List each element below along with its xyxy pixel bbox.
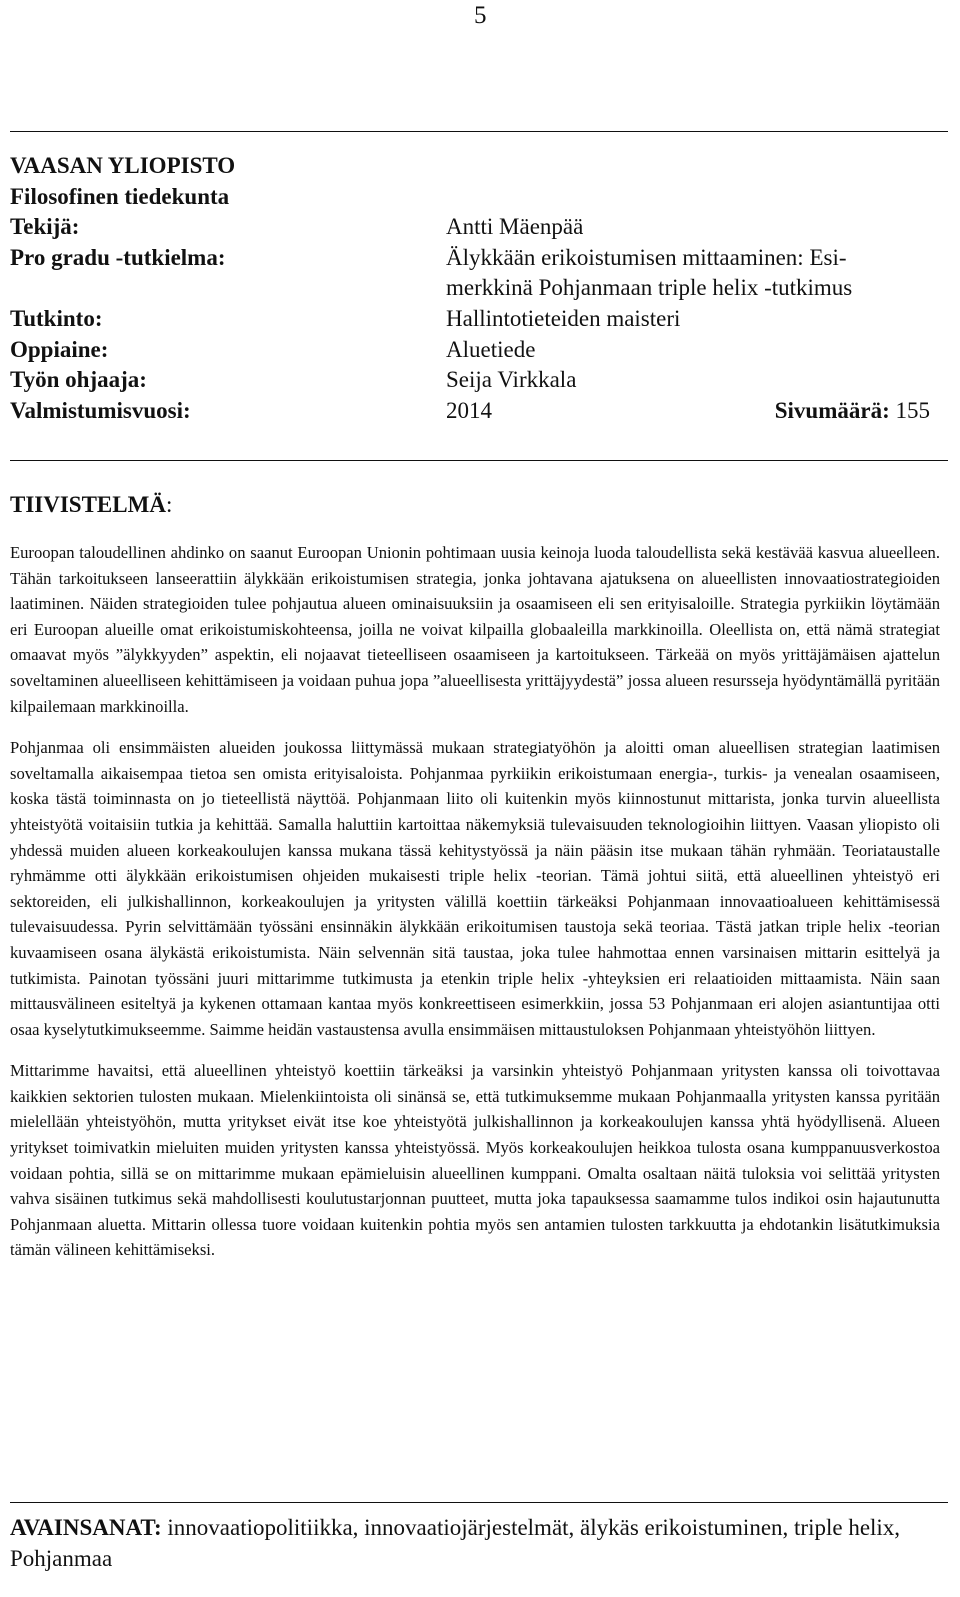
degree-label: Tutkinto: [10,305,103,331]
year-row [10,396,940,427]
degree-row [10,304,940,335]
thesis-row-cont [10,273,940,304]
author-row [10,212,940,243]
major-value: Aluetiede [446,336,536,362]
supervisor-value: Seija Virkkala [446,367,577,393]
university-name: VAASAN YLIOPISTO [10,153,236,178]
degree-value: Hallintotieteiden maisteri [446,305,681,331]
page-count-value: 155 [895,397,930,423]
abstract-title: TIIVISTELMÄ [10,492,166,517]
meta-divider [10,460,948,461]
abstract-title-colon: : [165,492,173,517]
page-count [775,396,930,427]
faculty-row [10,182,940,213]
supervisor-row [10,365,940,396]
keywords-text: innovaatiopolitiikka, innovaatiojärjestelmät, älykäs erikoistuminen, triple helix, Pohjanmaa [10,1515,901,1571]
thesis-row [10,243,940,274]
bottom-divider [10,1502,948,1503]
faculty-name: Filosofinen tiedekunta [10,183,230,209]
page-number: 5 [474,2,487,29]
keywords [10,1513,940,1574]
abstract-heading [10,492,172,518]
author-label: Tekijä: [10,214,80,240]
major-label: Oppiaine: [10,336,109,362]
keywords-label: AVAINSANAT: [10,1515,162,1540]
abstract-paragraph-3: Mittarimme havaitsi, että alueellinen yhteistyö koettiin tärkeäksi ja varsinkin yhteistyö Pohjanmaan yritysten kanssa oli toivottavaa kaikkien sektorien tulosten mukaan. Mielenkiintoista oli sinänsä se, että tutkimuksemme mukaan Pohjanmaalla yritysten kanssa pyritään mielellään yhteistyöhön, mutta yritykset eivät itse koe yhteistyötä julkishallinnon ja korkeakoulujen kanssa yhtä hyödyllisenä. Alueen yritykset toimivatkin mieluiten muiden yritysten kanssa yhteistyössä. Myös korkeakoulujen heikkoa tulosta osana kumppanuusverkostoa voidaan pohtia, sillä se on mittarimme mukaan epämieluisin alueellinen kumppani. Omalta osaltaan näitä tuloksia voi selittää yritysten vahva sisäinen tutkimus sekä mahdollisesti koulutustarjonnan puutteet, mutta joka tapauksessa saamamme tulos indikoi osin hajautunutta Pohjanmaan aluetta. Mittarin ollessa tuore voidaan kuitenkin pohtia myös sen antamien tulosten tarkkuutta ja ehdotankin lisätutkimuksia tämän välineen kehittämiseksi. [10,1061,940,1260]
major-row [10,335,940,366]
thesis-title-line1: Älykkään erikoistumisen mittaaminen: Esi- [446,244,847,270]
year-value: 2014 [446,397,492,423]
abstract-paragraph-2: Pohjanmaa oli ensimmäisten alueiden joukossa liittymässä mukaan strategiatyöhön ja aloitti oman alueellisen strategian laatimisen soveltamalla aikaisempaa tietoa sen omista erityisaloista. Pohjanmaa pyrkiikin erikoistumaan energia-, turkis- ja venealan osaamiseen, koska tästä toiminnasta on jo tieteellistä näyttöä. Pohjanmaan liito oli kuitenkin myös kiinnostunut mittarista, jonka turvin alueellista yhteistyötä voitaisiin tutkia ja kehittää. Samalla haluttiin kartoittaa näkemyksiä tulevaisuuden teknologioihin liittyen. Vaasan yliopisto oli yhdessä muiden alueen korkeakoulujen kanssa mukana tässä kehitystyössä ja näin pääsin itse mukaan tähän ryhmään. Teoriataustalle ryhmämme otti älykkään erikoistumisen ohjeiden mukaisesti triple helix -teorian. Tämä johtui siitä, että alueellinen yhteistyö eri sektoreiden, eli julkishallinnon, korkeakoulujen ja yritysten välillä koettiin tärkeäksi Pohjanmaan innovaatioalueen kehittämisessä tulevaisuudessa. Pyrin selvittämään työssäni ensinnäkin älykkään erikoitumisen taustoja sekä teoriaa. Tästä jatkan triple helix -teorian kuvaamiseen osana älykästä erikoistumista. Näin selvennän sitä taustaa, joka tulee hahmottaa ennen varsinaisen mittarin esittelyä ja tutkimista. Painotan työssäni juuri mittarimme tutkimusta ja etenkin triple helix -yhteyksien eri relaatioiden mittaamista. Näin saan mittausvälineen esiteltyä ja kykenen ottamaan kantaa myös konkreettiseen esimerkkiin, jossa 53 Pohjanmaan eri alojen asiantuntijaa otti osaa kyselytutkimukseemme. Saimme heidän vastaustensa avulla ensimmäisen mittaustuloksen Pohjanmaan yhteistyöhön liittyen. [10,738,940,1039]
top-divider [10,131,948,132]
thesis-info [10,151,940,426]
university-row [10,151,940,182]
thesis-label: Pro gradu -tutkielma: [10,244,226,270]
supervisor-label: Työn ohjaaja: [10,367,147,393]
abstract-body [10,540,940,1279]
page-count-label: Sivumäärä: [774,397,890,423]
abstract-paragraph-1: Euroopan taloudellinen ahdinko on saanut Euroopan Unionin pohtimaan uusia keinoja luoda taloudellista sekä kestävää kasvua alueelleen. Tähän tarkoitukseen lanseerattiin älykkään erikoistumisen strategia, jonka johtavana ajatuksena on alueellisten innovaatiostrategioiden laatiminen. Näiden strategioiden tulee pohjautua alueen ominaisuuksiin ja osaamiseen eli sen erityisaloille. Strategia pyrkiikin löytämään eri Euroopan alueille omat erikoistumiskohteensa, joilla ne voivat kilpailla globaaleilla markkinoilla. Oleellista on, että nämä strategiat omaavat myös ”älykkyyden” aspektin, eli nojaavat tieteelliseen osaamiseen ja kartoitukseen. Tärkeää on myös yrittäjämäisen ajattelun soveltaminen alueelliseen kehittämiseen ja voidaan puhua jopa ”alueellisesta yrittäjyydestä” jossa alueen resursseja hyödyntämällä pyritään kilpailemaan markkinoilla. [10,543,940,716]
author-value: Antti Mäenpää [446,214,584,240]
year-label: Valmistumisvuosi: [10,397,191,423]
thesis-title-line2: merkkinä Pohjanmaan triple helix -tutkimus [446,275,853,301]
